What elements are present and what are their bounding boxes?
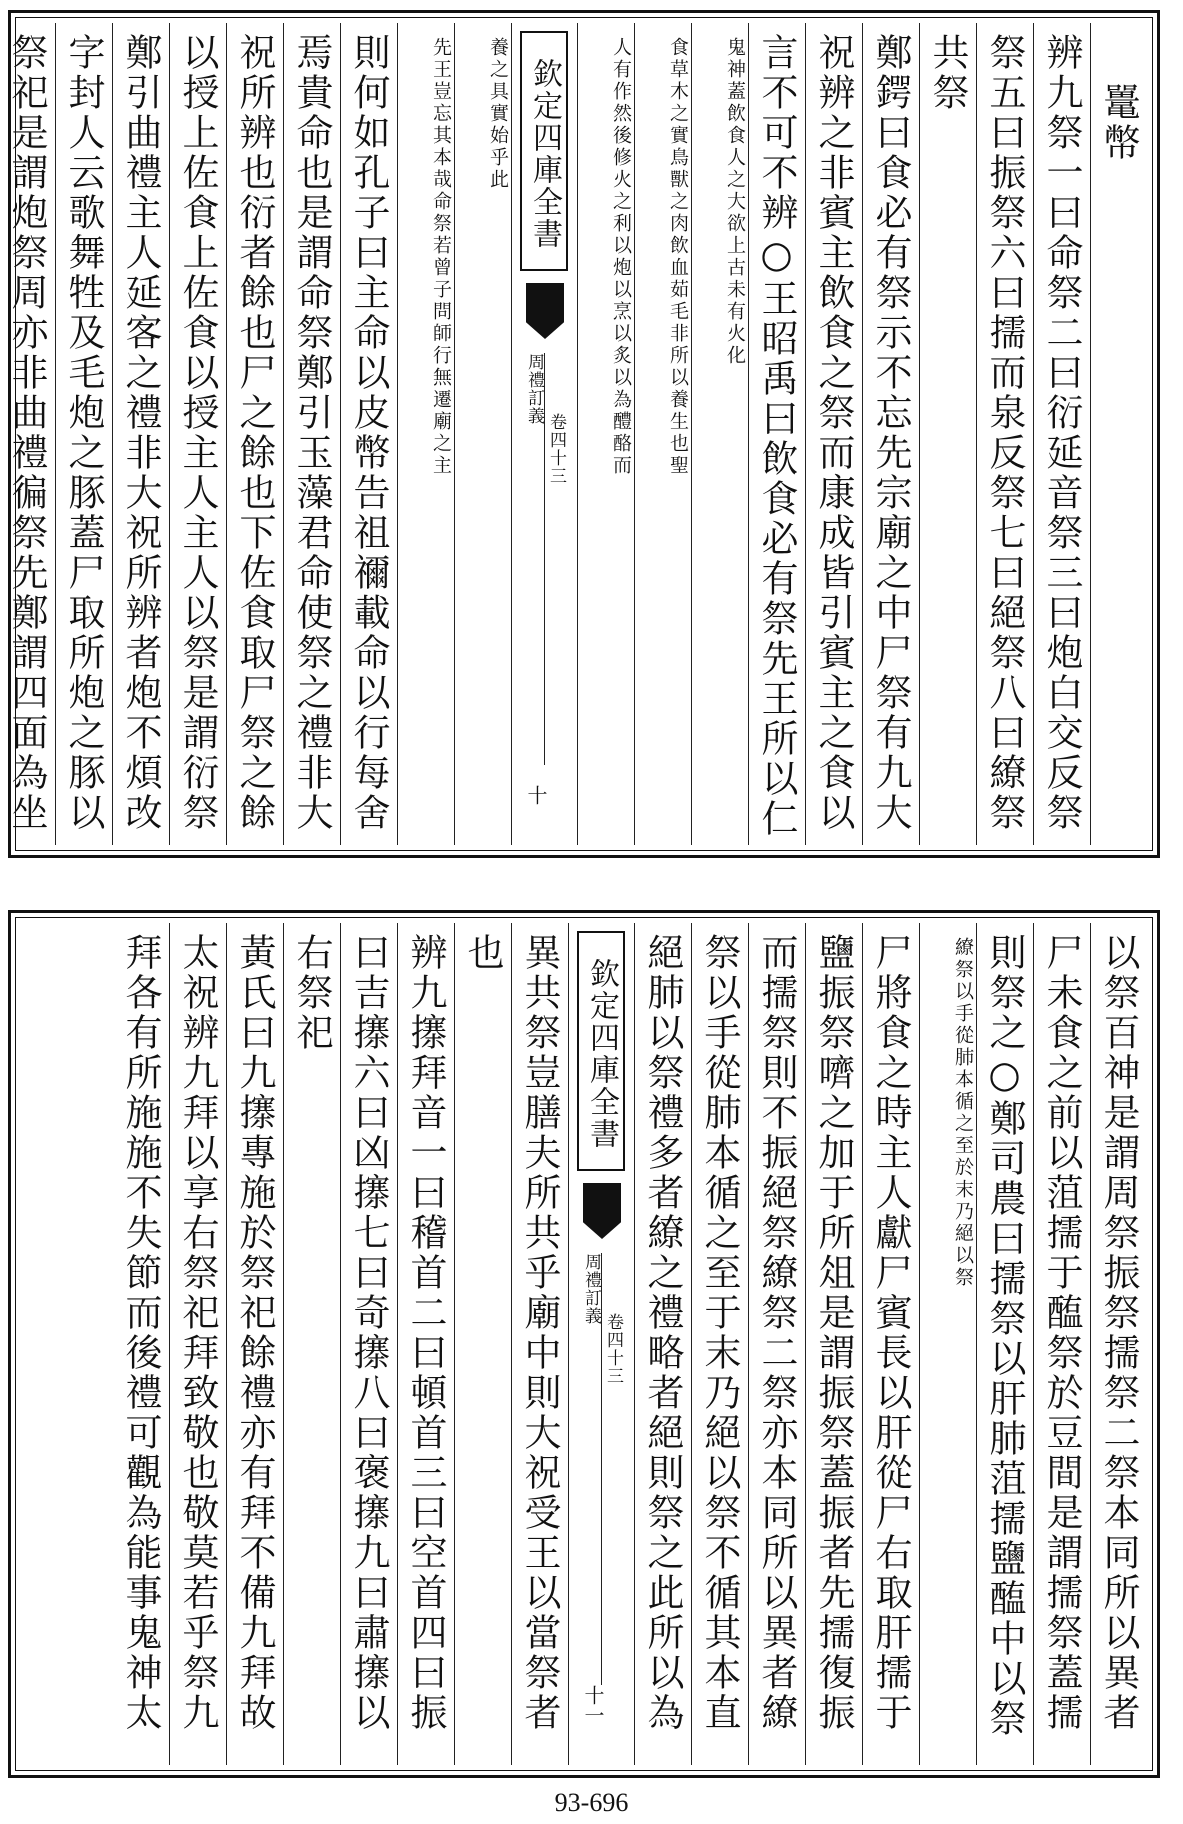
top-page-panel	[5, 10, 1160, 858]
text-column: 祝辨之非賓主飲食之祭而康成皆引賓主之食以	[805, 23, 862, 845]
text-column: 祝所辨也衍者餘也尸之餘也下佐食取尸祭之餘	[226, 23, 283, 845]
text-column: 鄭鍔曰食必有祭示不忘先宗廟之中尸祭有九大	[862, 23, 919, 845]
text-column: 絕肺以祭禮多者繚之禮略者絕則祭之此所以為	[634, 923, 691, 1765]
text-column: 鼍幣	[1090, 23, 1147, 845]
text-column: 異共祭豈膳夫所共乎廟中則大祝受王以當祭者	[511, 923, 568, 1765]
text-column: 先王豈忘其本哉命祭若曾子問師行無遷廟之主	[397, 23, 454, 845]
text-column: 尸將食之時主人獻尸賓長以肝從尸右取肝擩于	[862, 923, 919, 1765]
text-column: 辨九㩟拜音一曰稽首二曰頓首三曰空首四曰振	[397, 923, 454, 1765]
text-column: 則祭之○鄭司農曰擩祭以肝肺菹擩鹽醢中以祭	[976, 923, 1033, 1765]
text-column: 曰吉㩟六曰凶㩟七曰奇㩟八曰褒㩟九曰肅㩟以	[340, 923, 397, 1765]
fishtail-mark-icon	[526, 283, 564, 339]
text-column: 拜各有所施施不失節而後禮可觀為能事鬼神太	[119, 933, 162, 1733]
chapter-number: 卷四十三	[546, 413, 566, 485]
text-column: 鬼神蓋飲食人之大欲上古未有火化	[691, 23, 748, 845]
library-title: 欽定四庫全書	[577, 931, 625, 1171]
text-column: 言不可不辨○王昭禹曰飲食必有祭先王所以仁	[748, 23, 805, 845]
text-column: 祭祀是謂炮祭周亦非曲禮徧祭先鄭謂四面為坐	[5, 33, 48, 833]
text-column: 則何如孔子曰主命以皮幣告祖禰載命以行每舍	[340, 23, 397, 845]
text-column: 食草木之實鳥獸之肉飲血茹毛非所以養生也聖	[634, 23, 691, 845]
bottom-text-columns	[21, 923, 1147, 1765]
volume-title: 周禮訂義	[524, 353, 544, 425]
folio-number: 十	[524, 785, 548, 805]
center-fold-margin	[568, 923, 634, 1765]
text-column: 繚祭以手從肺本循之至於末乃絕以祭	[919, 923, 976, 1765]
text-column: 共祭	[919, 23, 976, 845]
text-column: 人有作然後修火之利以炮以烹以炙以為醴酪而	[577, 23, 634, 845]
text-column: 以授上佐食上佐食以授主人主人以祭是謂衍祭	[169, 23, 226, 845]
folio-number: 十一	[581, 1685, 605, 1725]
text-column: 右祭祀	[283, 923, 340, 1765]
text-column: 也	[454, 923, 511, 1765]
text-column: 鹽振祭嚌之加于所俎是謂振祭蓋振者先擩復振	[805, 923, 862, 1765]
text-column: 辨九祭一曰命祭二曰衍延音祭三曰炮白交反祭	[1033, 23, 1090, 845]
chapter-number: 卷四十三	[603, 1313, 623, 1385]
center-fold-margin	[511, 23, 577, 845]
fishtail-mark-icon	[583, 1183, 621, 1239]
text-column: 黃氏曰九㩟專施於祭祀餘禮亦有拜不備九拜故	[226, 923, 283, 1765]
library-title: 欽定四庫全書	[520, 31, 568, 271]
text-column: 太祝辨九拜以享右祭祀拜致敬也敬莫若乎祭九	[169, 923, 226, 1765]
page-number: 93-696	[554, 1788, 629, 1817]
text-column: 祭以手從肺本循之至于末乃絕以祭不循其本直	[691, 923, 748, 1765]
top-text-columns	[5, 23, 1147, 845]
text-column: 養之具實始乎此	[454, 23, 511, 845]
text-column: 字封人云歌舞牲及毛炮之豚蓋尸取所炮之豚以	[55, 23, 112, 845]
text-column: 尸未食之前以菹擩于醢祭於豆間是謂擩祭蓋擩	[1033, 923, 1090, 1765]
volume-title: 周禮訂義	[581, 1253, 601, 1325]
text-column: 以祭百神是謂周祭振祭擩祭二祭本同所以異者	[1090, 923, 1147, 1765]
text-column: 鄭引曲禮主人延客之禮非大祝所辨者炮不煩改	[112, 23, 169, 845]
text-column: 焉貴命也是謂命祭鄭引玉藻君命使祭之禮非大	[283, 23, 340, 845]
text-column: 祭五曰振祭六曰擩而泉反祭七曰絕祭八曰繚祭	[976, 23, 1033, 845]
text-column: 而擩祭則不振絕祭繚祭二祭亦本同所以異者繚	[748, 923, 805, 1765]
bottom-page-panel	[8, 910, 1160, 1778]
